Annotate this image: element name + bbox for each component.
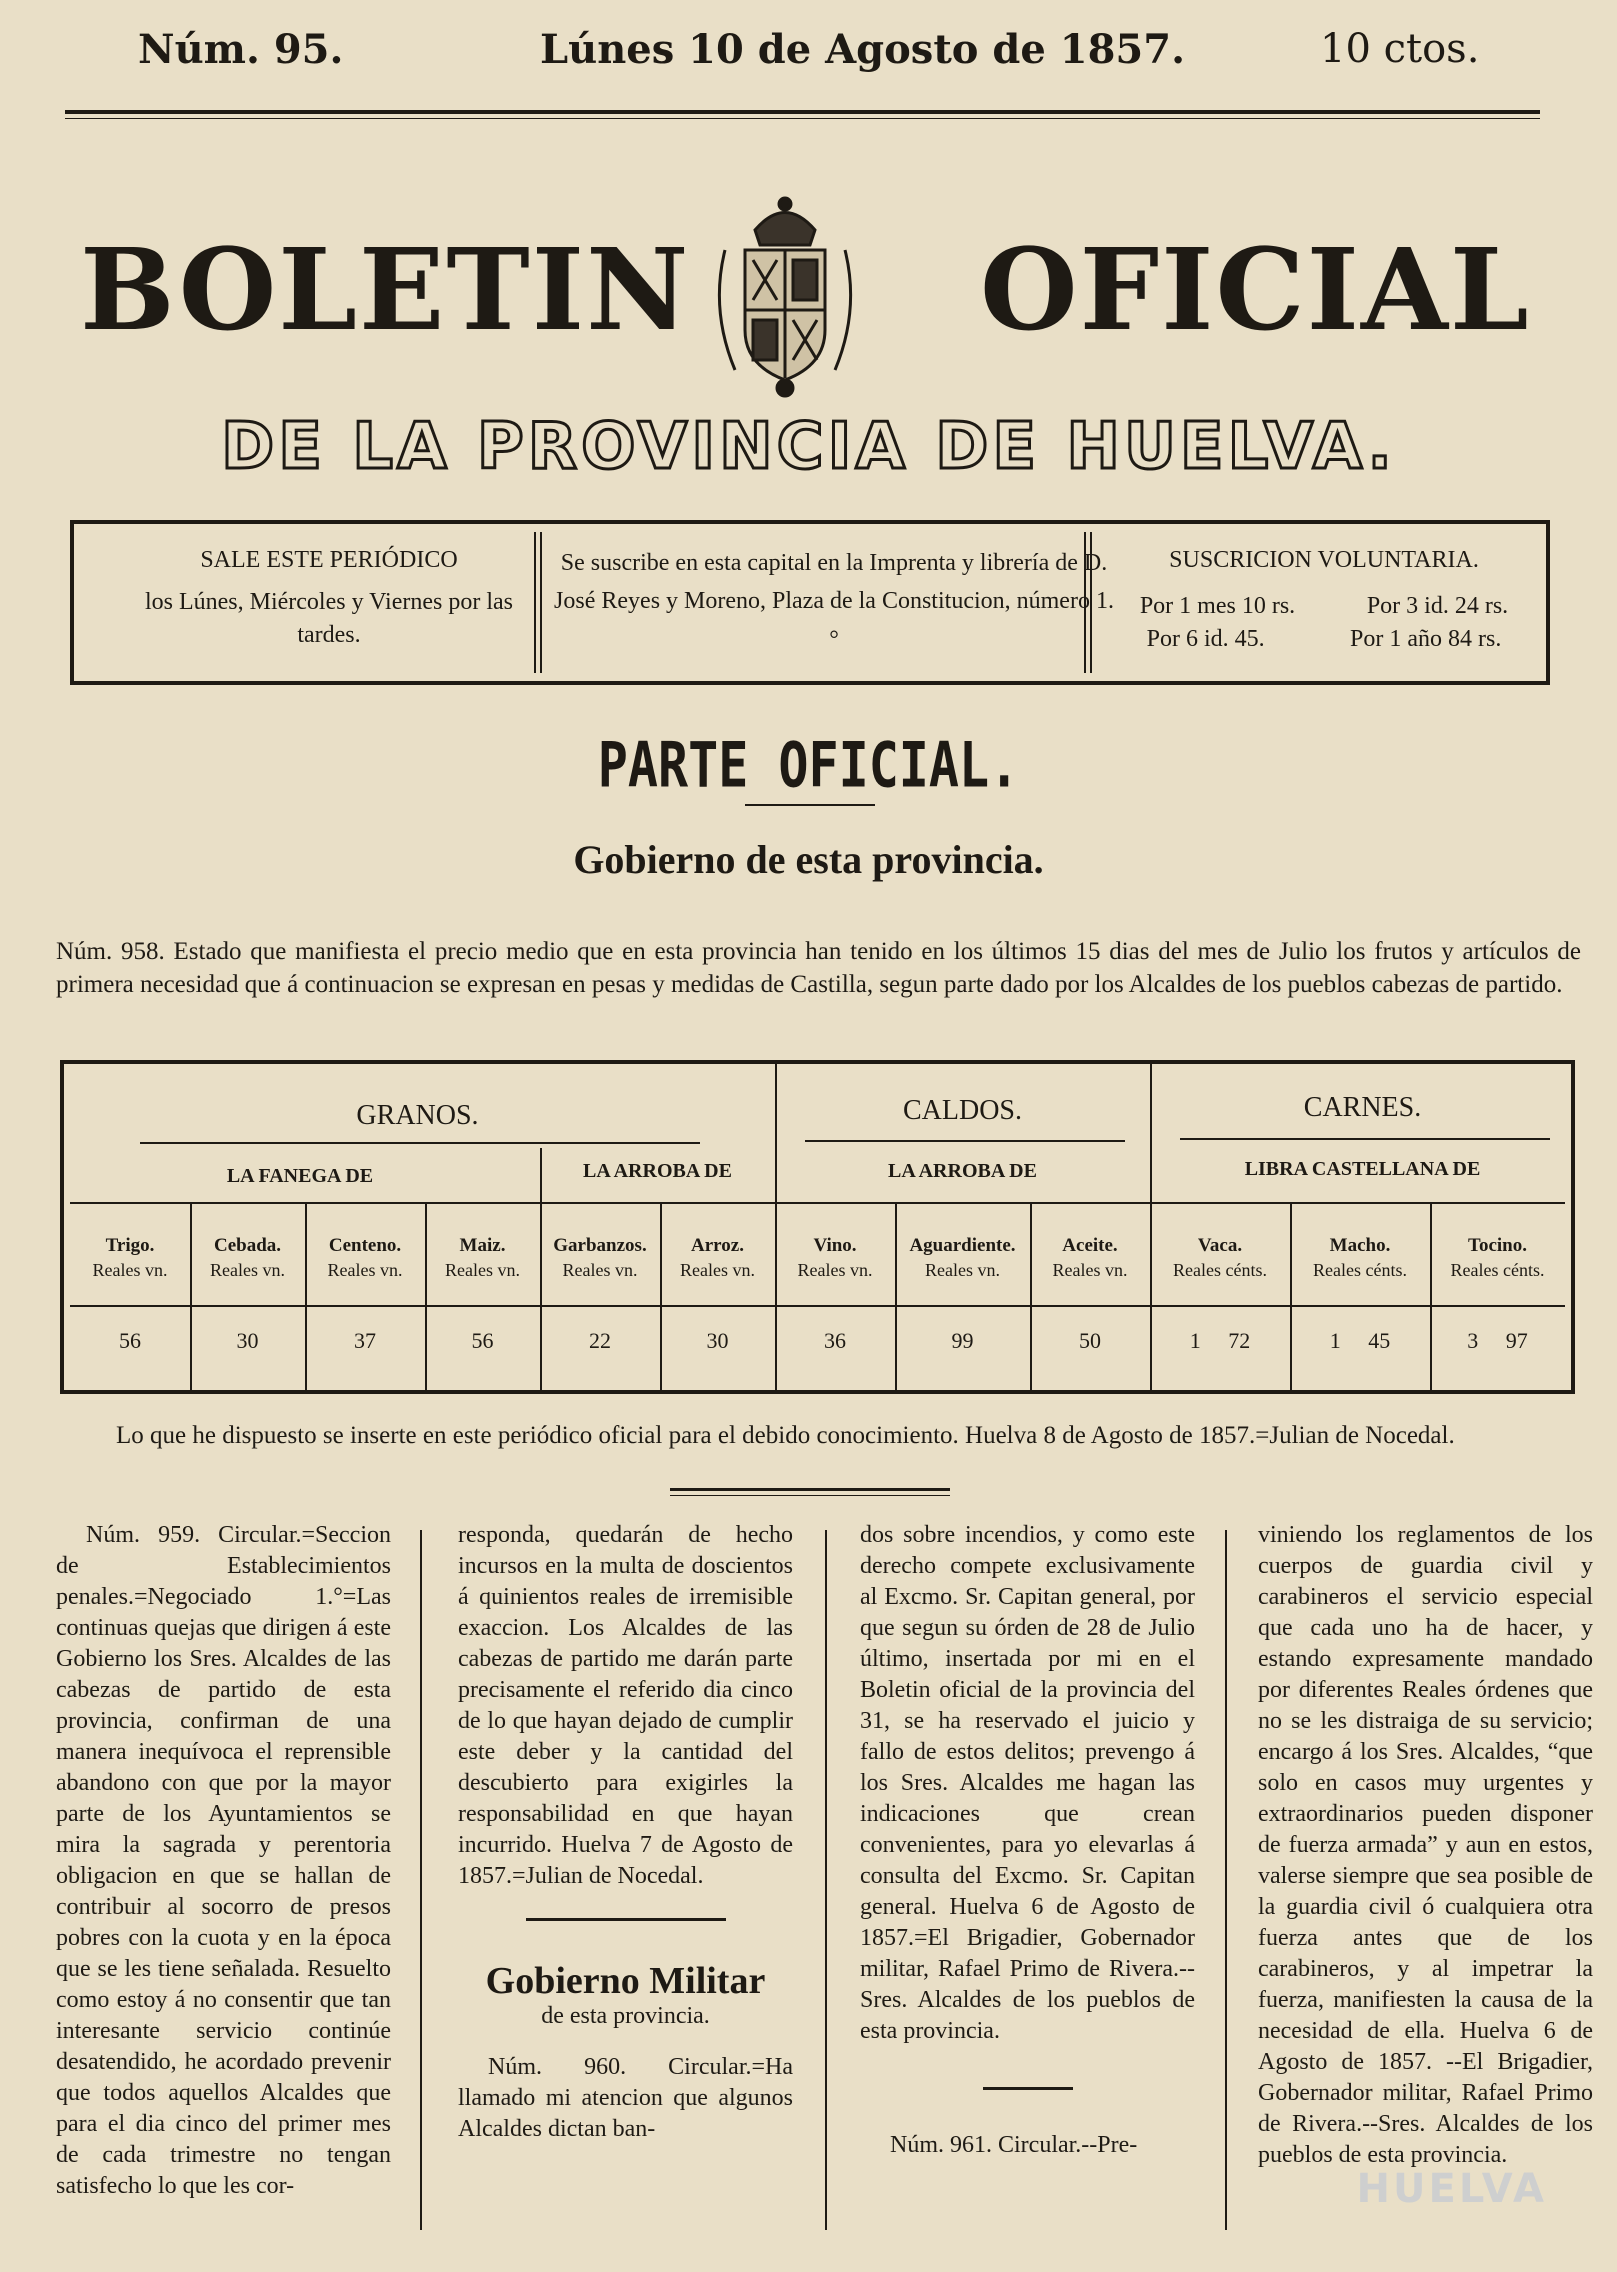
table-value: 56 <box>119 1328 141 1353</box>
info-schedule-text: los Lúnes, Miércoles y Viernes por las tardes. <box>144 588 514 649</box>
column-3-text: dos sobre incendios, y como este derecho compete exclusivamente al Excmo. Sr. Capitan general, por que segun su órden de 28 de Julio último, insertada por mi en el Boletin oficial de la provincia del 31, se ha reservado el juicio y fallo de estos delitos; prevengo á los Sres. Alcaldes me hagan las indicaciones que crean convenientes, para yo elevarlas á consulta del Excmo. Sr. Capitan general. Huelva 6 de Agosto de 1857.=El Brigadier, Gobernador militar, Rafael Primo de Rivera.--Sres. Alcaldes de los pueblos de esta provincia. <box>860 1522 1195 2044</box>
issue-number: Núm. 95. <box>138 26 344 73</box>
column-unit: Reales cénts. <box>1313 1260 1407 1280</box>
info-prices <box>1104 544 1544 701</box>
column-3-text-b: Núm. 961. Circular.--Pre- <box>890 2132 1138 2158</box>
column-unit: Reales vn. <box>92 1260 168 1280</box>
column-header: Vino. <box>813 1235 857 1256</box>
table-bottom-rule <box>60 1390 1575 1394</box>
table-top-rule <box>60 1060 1575 1064</box>
column-divider <box>1290 1202 1292 1394</box>
group-underline <box>1180 1138 1550 1140</box>
subgroup-libra: LIBRA CASTELLANA DE <box>1244 1158 1481 1180</box>
column-divider <box>660 1202 662 1394</box>
column-header: Trigo. <box>105 1235 155 1256</box>
column-3-rule <box>983 2087 1073 2090</box>
table-value: 50 <box>1079 1328 1101 1353</box>
group-underline <box>140 1142 700 1144</box>
subscription-info-box <box>70 520 1550 685</box>
masthead-subtitle: DE LA PROVINCIA DE HUELVA. <box>221 410 1396 484</box>
table-value: 99 <box>951 1328 974 1353</box>
table-value: 1 72 <box>1189 1328 1251 1353</box>
column-unit: Reales vn. <box>925 1260 1000 1280</box>
section-parte-oficial: PARTE OFICIAL. <box>597 728 1020 802</box>
column-divider <box>1150 1202 1152 1394</box>
info-subscribe-text: Se suscribe en esta capital en la Imprenta y librería de D. José Reyes y Moreno, Plaza de la Constitucion, número 1.° <box>554 550 1114 653</box>
masthead-title-left: BOLETIN <box>80 225 691 356</box>
column-header: Aceite. <box>1062 1235 1118 1256</box>
column-3 <box>860 1520 1195 2161</box>
column-unit: Reales vn. <box>1052 1260 1128 1280</box>
info-schedule-title: SALE ESTE PERIÓDICO <box>200 547 458 573</box>
column-divider <box>775 1202 777 1394</box>
group-carnes: CARNES. <box>1303 1092 1422 1123</box>
column-header: Tocino. <box>1468 1235 1527 1256</box>
subgroup-arroba-granos: LA ARROBA DE <box>583 1160 732 1182</box>
column-unit: Reales vn. <box>445 1260 520 1280</box>
group-underline <box>805 1140 1125 1142</box>
column-separator <box>1225 1530 1227 2230</box>
masthead-title-right: OFICIAL <box>980 225 1531 356</box>
table-value: 37 <box>354 1328 376 1353</box>
table-value: 22 <box>589 1328 611 1353</box>
column-divider <box>1430 1202 1432 1394</box>
column-unit: Reales vn. <box>797 1260 873 1280</box>
table-value: 36 <box>824 1328 846 1353</box>
price-3-months: Por 3 id. 24 rs. <box>1366 592 1509 619</box>
header-rule <box>70 1305 1565 1307</box>
column-separator <box>420 1530 422 2230</box>
info-schedule <box>94 544 564 701</box>
column-unit: Reales vn. <box>210 1260 285 1280</box>
column-unit: Reales vn. <box>562 1260 638 1280</box>
column-divider <box>305 1202 307 1394</box>
table-value: 30 <box>706 1328 729 1353</box>
separator-rule-thin <box>670 1495 950 1496</box>
column-divider <box>425 1202 427 1394</box>
price-1-year: Por 1 año 84 rs. <box>1350 626 1502 653</box>
closing-paragraph: Lo que he dispuesto se inserte en este periódico oficial para el debido conocimiento. Huelva 8 de Agosto de 1857.=Julian de Nocedal. <box>116 1422 1455 1449</box>
column-2 <box>458 1520 793 2145</box>
coat-of-arms-icon <box>705 190 865 400</box>
separator-rule <box>670 1488 950 1491</box>
column-4-text: viniendo los reglamentos de los cuerpos de guardia civil y carabineros el servicio especial que cada uno ha de hacer, y estando expresamente mandado por diferentes Reales órdenes que no se les distraiga de su servicio; encargo á los Sres. Alcaldes, “que solo en casos muy urgentes y extraordinarios pueden disponer de fuerza armada” y aun en estos, valerse siempre que sea posible de la guardia civil ó cualquiera otra fuerza antes que de los carabineros, y al impetrar la fuerza, manifiesten la causa de la necesidad de ella. Huelva 6 de Agosto de 1857. --El Brigadier, Gobernador militar, Rafael Primo de Rivera.--Sres. Alcaldes de los pueblos de esta provincia. <box>1258 1522 1593 2168</box>
subgroup-fanega: LA FANEGA DE <box>226 1165 374 1187</box>
info-prices-title: SUSCRICION VOLUNTARIA. <box>1169 547 1479 573</box>
info-separator <box>534 532 542 673</box>
header-rule <box>65 110 1540 114</box>
column-unit: Reales cénts. <box>1450 1260 1545 1280</box>
column-2-rule <box>526 1918 726 1921</box>
archive-watermark: HUELVA <box>1356 2166 1547 2212</box>
column-divider <box>1030 1202 1032 1394</box>
column-header: Macho. <box>1329 1235 1391 1256</box>
section-ornament <box>745 804 875 806</box>
table-value: 3 97 <box>1467 1328 1528 1353</box>
column-divider <box>895 1202 897 1394</box>
column-2-text-b: Núm. 960. Circular.=Ha llamado mi atencion que algunos Alcaldes dictan ban- <box>458 2054 793 2142</box>
price-table <box>60 1060 1575 1400</box>
column-header: Maiz. <box>459 1235 506 1256</box>
subgroup-rule <box>70 1202 1565 1204</box>
column-1-text: Núm. 959. Circular.=Seccion de Establecimientos penales.=Negociado 1.°=Las continuas quejas que dirigen á este Gobierno los Sres. Alcaldes de las cabezas de partido de esta provincia, confirman de una manera inequívoca el reprensible abandono con que por la mayor parte de los Ayuntamientos se mira la sagrada y perentoria obligacion en que se hallan de contribuir al socorro de presos pobres con la cuota y en la época que se les tiene señalada. Resuelto como estoy á no consentir que tan interesante servicio continúe desatendido, he acordado prevenir que todos aquellos Alcaldes que para el dia cinco del primer mes de cada trimestre no tengan satisfecho lo que les cor- <box>56 1522 391 2199</box>
price-1-month: Por 1 mes 10 rs. <box>1139 592 1296 619</box>
column-header: Cebada. <box>213 1235 282 1256</box>
column-unit: Reales cénts. <box>1173 1260 1267 1280</box>
header-rule-thin <box>65 118 1540 119</box>
issue-header <box>60 26 1557 76</box>
column-2-text: responda, quedarán de hecho incursos en la multa de doscientos á quinientos reales de irremisible exaccion. Los Alcaldes de las cabezas de partido me darán parte precisamente el referido dia cinco de lo que hayan dejado de cumplir este deber y la cantidad del descubierto para exigirles la responsabilidad en que hayan incurrido. Huelva 7 de Agosto de 1857.=Julian de Nocedal. <box>458 1522 793 1889</box>
table-value: 1 45 <box>1329 1328 1391 1353</box>
column-divider <box>540 1202 542 1394</box>
column-unit: Reales vn. <box>327 1260 403 1280</box>
intro-paragraph: Núm. 958. Estado que manifiesta el precio medio que en esta provincia han tenido en los últimos 15 dias del mes de Julio los frutos y artículos de primera necesidad que á continuacion se expresan en pesas y medidas de Castilla, segun parte dado por los Alcaldes de los pueblos cabezas de partido. <box>56 938 1581 998</box>
issue-date: Lúnes 10 de Agosto de 1857. <box>540 26 1185 73</box>
issue-price: 10 ctos. <box>1320 26 1480 72</box>
group-caldos: CALDOS. <box>902 1095 1022 1126</box>
column-divider <box>190 1202 192 1394</box>
section-gobierno-provincia: Gobierno de esta provincia. <box>573 837 1044 882</box>
column-header: Arroz. <box>691 1235 744 1256</box>
gobierno-militar-subtitle: de esta provincia. <box>541 2003 710 2029</box>
column-header: Garbanzos. <box>553 1235 647 1256</box>
gobierno-militar-title: Gobierno Militar <box>485 1960 766 2002</box>
table-value: 30 <box>236 1328 259 1353</box>
column-unit: Reales vn. <box>680 1260 755 1280</box>
table-value: 56 <box>471 1328 494 1353</box>
column-header: Vaca. <box>1197 1235 1243 1256</box>
column-separator <box>825 1530 827 2230</box>
column-header: Aguardiente. <box>909 1235 1016 1256</box>
price-6-months: Por 6 id. 45. <box>1146 626 1265 653</box>
subgroup-arroba-caldos: LA ARROBA DE <box>888 1160 1037 1182</box>
column-header: Centeno. <box>328 1235 402 1256</box>
info-separator <box>1084 532 1092 673</box>
group-granos: GRANOS. <box>356 1100 479 1131</box>
